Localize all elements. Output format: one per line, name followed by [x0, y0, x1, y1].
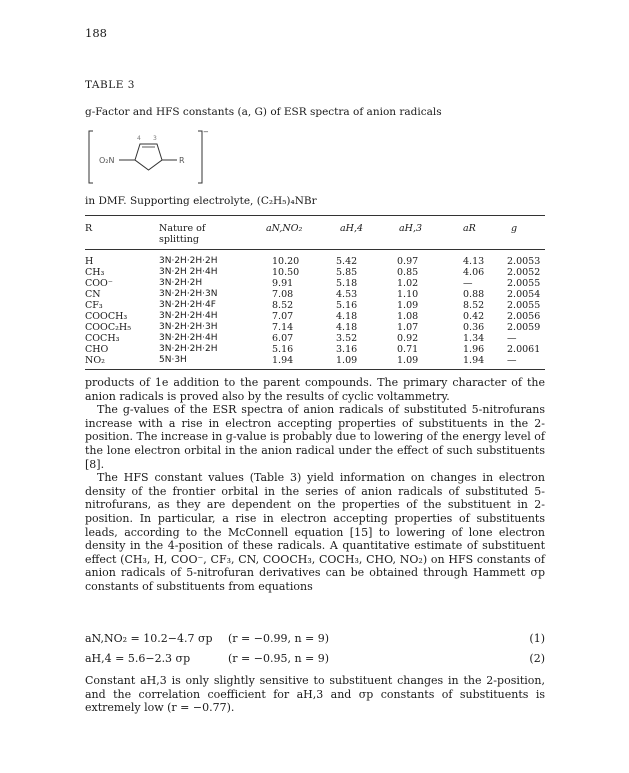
- cell-r: NO₂: [85, 355, 105, 366]
- table-bottom-rule: [85, 369, 545, 370]
- cell-a-h4: 5.16: [336, 300, 358, 311]
- table-header-rule: [85, 249, 545, 250]
- cell-g: 2.0055: [507, 300, 541, 311]
- cell-splitting: 3N·2H·2H·2H: [159, 344, 218, 354]
- cell-a-nno2: 6.07: [272, 333, 294, 344]
- table-row: [85, 289, 545, 300]
- cell-a-r: 1.96: [463, 344, 485, 355]
- table-label: TABLE 3: [85, 79, 135, 91]
- paragraph: Constant aH,3 is only slightly sensitive to substituent changes in the 2-position, and the correlation coefficient for aH,3 and σp constants of substituents is extremely low (r = −0.77).: [85, 674, 545, 715]
- cell-g: —: [507, 355, 517, 366]
- cell-g: 2.0052: [507, 267, 541, 278]
- cell-a-r: 0.42: [463, 311, 485, 322]
- cell-a-h3: 1.09: [397, 300, 419, 311]
- cell-g: —: [507, 333, 517, 344]
- cell-g: 2.0054: [507, 289, 541, 300]
- header-g: g: [511, 223, 518, 234]
- cell-a-nno2: 5.16: [272, 344, 294, 355]
- cell-splitting: 3N·2H·2H·2H: [159, 256, 218, 266]
- equation-1: [85, 632, 545, 646]
- cell-a-nno2: 7.14: [272, 322, 294, 333]
- cell-splitting: 3N·2H·2H·3H: [159, 322, 218, 332]
- cell-g: 2.0056: [507, 311, 541, 322]
- cell-a-h4: 1.09: [336, 355, 358, 366]
- pos-4-label: 4: [137, 135, 141, 142]
- header-a-h4: aH,4: [340, 223, 364, 234]
- header-r: R: [85, 223, 93, 234]
- equation-lhs: aH,4 = 5.6−2.3 σp: [85, 652, 191, 665]
- cell-a-nno2: 7.07: [272, 311, 294, 322]
- table-top-rule: [85, 215, 545, 216]
- cell-a-h3: 1.08: [397, 311, 419, 322]
- cell-r: COCH₃: [85, 333, 120, 344]
- table-row: [85, 311, 545, 322]
- cell-a-nno2: 9.91: [272, 278, 294, 289]
- cell-a-h4: 4.18: [336, 311, 358, 322]
- cell-a-h3: 0.97: [397, 256, 419, 267]
- table-row: [85, 322, 545, 333]
- cell-a-nno2: 1.94: [272, 355, 294, 366]
- cell-r: COOCH₃: [85, 311, 128, 322]
- cell-a-h3: 0.85: [397, 267, 419, 278]
- cell-splitting: 3N·2H·2H·3N: [159, 289, 218, 299]
- cell-g: 2.0055: [507, 278, 541, 289]
- cell-g: 2.0061: [507, 344, 541, 355]
- cell-a-r: 4.13: [463, 256, 485, 267]
- table-body: [85, 256, 545, 366]
- equation-number: (1): [529, 632, 545, 645]
- medium-note: in DMF. Supporting electrolyte, (C₂H₅)₄NBr: [85, 195, 317, 207]
- cell-a-h4: 3.16: [336, 344, 358, 355]
- cell-r: H: [85, 256, 94, 267]
- table-row: [85, 344, 545, 355]
- structure-diagram: [85, 127, 210, 187]
- r-label: R: [179, 156, 185, 165]
- cell-a-r: 0.36: [463, 322, 485, 333]
- header-a-h3: aH,3: [399, 223, 423, 234]
- body-text-bottom: [85, 674, 545, 715]
- charge-label: −: [203, 128, 209, 136]
- cell-splitting: 3N·2H·2H·4F: [159, 300, 216, 310]
- cell-r: CN: [85, 289, 101, 300]
- cell-splitting: 3N·2H·2H: [159, 278, 203, 288]
- header-nature: Nature of splitting: [159, 223, 206, 245]
- cell-a-h3: 0.71: [397, 344, 419, 355]
- equation-stats: (r = −0.95, n = 9): [228, 652, 330, 665]
- cell-g: 2.0059: [507, 322, 541, 333]
- cell-r: CF₃: [85, 300, 103, 311]
- cell-a-h3: 1.02: [397, 278, 419, 289]
- equation-stats: (r = −0.99, n = 9): [228, 632, 330, 645]
- cell-a-r: 8.52: [463, 300, 485, 311]
- cell-a-h3: 1.09: [397, 355, 419, 366]
- pos-3-label: 3: [153, 135, 157, 142]
- header-a-r: aR: [463, 223, 476, 234]
- table-row: [85, 256, 545, 267]
- cell-r: COO⁻: [85, 278, 113, 289]
- table-row: [85, 300, 545, 311]
- header-a-nno2: aN,NO₂: [266, 223, 303, 234]
- cell-g: 2.0053: [507, 256, 541, 267]
- o2n-label: O₂N: [99, 156, 115, 165]
- cell-a-nno2: 10.50: [272, 267, 300, 278]
- cell-splitting: 3N·2H 2H·4H: [159, 267, 218, 277]
- cell-a-h4: 5.18: [336, 278, 358, 289]
- cell-a-h4: 4.53: [336, 289, 358, 300]
- equation-2: [85, 652, 545, 666]
- cell-r: CH₃: [85, 267, 105, 278]
- table-row: [85, 355, 545, 366]
- cell-a-h3: 1.07: [397, 322, 419, 333]
- table-row: [85, 267, 545, 278]
- cell-r: COOC₂H₅: [85, 322, 132, 333]
- cell-splitting: 3N·2H·2H·4H: [159, 311, 218, 321]
- paragraph: The g-values of the ESR spectra of anion radicals of substituted 5-nitrofurans increase with a rise in electron accepting properties of substituents in the 2-position. The increase in g-value is probably due to lowering of the energy level of the lone electron orbital in the anion radical under the effect of such substituents [8].: [85, 403, 545, 471]
- table-caption: g-Factor and HFS constants (a, G) of ESR spectra of anion radicals: [85, 106, 442, 118]
- cell-a-r: 0.88: [463, 289, 485, 300]
- equation-number: (2): [529, 652, 545, 665]
- cell-a-h4: 4.18: [336, 322, 358, 333]
- cell-a-r: 4.06: [463, 267, 485, 278]
- cell-a-h4: 3.52: [336, 333, 358, 344]
- cell-r: CHO: [85, 344, 109, 355]
- cell-splitting: 5N·3H: [159, 355, 187, 365]
- cell-a-r: 1.94: [463, 355, 485, 366]
- cell-a-nno2: 7.08: [272, 289, 294, 300]
- cell-a-h4: 5.42: [336, 256, 358, 267]
- paragraph: products of 1e addition to the parent compounds. The primary character of the anion radicals is proved also by the results of cyclic voltammetry.: [85, 376, 545, 403]
- page-number: 188: [85, 26, 107, 40]
- cell-splitting: 3N·2H·2H·4H: [159, 333, 218, 343]
- table-row: [85, 333, 545, 344]
- cell-a-nno2: 10.20: [272, 256, 300, 267]
- equation-lhs: aN,NO₂ = 10.2−4.7 σp: [85, 632, 213, 645]
- cell-a-r: 1.34: [463, 333, 485, 344]
- cell-a-h4: 5.85: [336, 267, 358, 278]
- cell-a-nno2: 8.52: [272, 300, 294, 311]
- cell-a-r: —: [463, 278, 473, 289]
- cell-a-h3: 0.92: [397, 333, 419, 344]
- paragraph: The HFS constant values (Table 3) yield information on changes in electron density of the frontier orbital in the series of anion radicals of substituted 5-nitrofurans, as they are dependent on the properties of the substituent in 2-position. In particular, a rise in electron accepting properties of substituents leads, according to the McConnell equation [15] to lowering of lone electron density in the 4-position of these radicals. A quantitative estimate of substituent effect (CH₃, H, COO⁻, CF₃, CN, COOCH₃, COCH₃, CHO, NO₂) on HFS constants of anion radicals of 5-nitrofuran derivatives can be obtained through Hammett σp constants of substituents from equations: [85, 471, 545, 593]
- cell-a-h3: 1.10: [397, 289, 419, 300]
- table-row: [85, 278, 545, 289]
- body-text-top: [85, 376, 545, 594]
